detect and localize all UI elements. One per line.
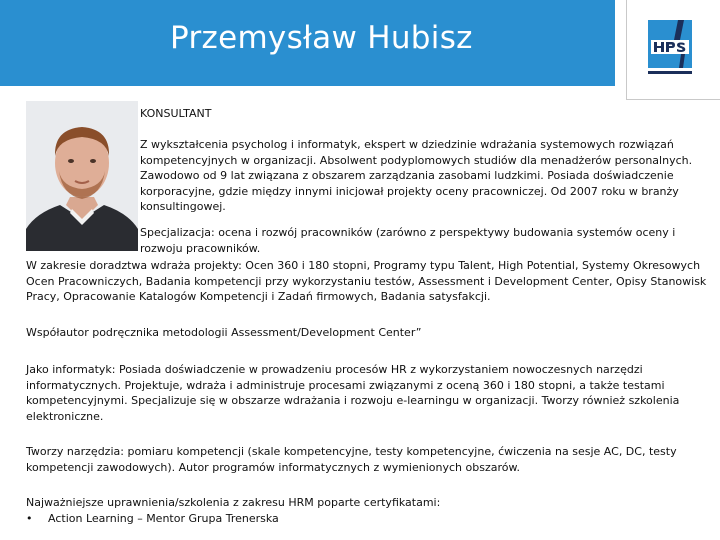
consulting-paragraph: W zakresie doradztwa wdraża projekty: Ocen 360 i 180 stopni, Programy typu Talent, High Potential, Systemy Okresowych Ocen Pracowniczych, Badania kompetencji przy wykorzystaniu testów, Assessment i Development Center, Opisy Stanowisk Pracy, Opracowanie Katalogów Kompetencji i Zadań firmowych, Badania satysfakcji. (26, 259, 707, 303)
page-title: Przemysław Hubisz (170, 20, 473, 56)
hps-logo-icon (648, 20, 692, 76)
certificates-heading: Najważniejsze uprawnienia/szkolenia z zakresu HRM poparte certyfikatami: (26, 496, 441, 509)
certificate-list-item (26, 511, 716, 527)
coauthor-paragraph: Współautor podręcznika metodologii Assessment/Development Center” (26, 326, 422, 339)
logo-divider-horizontal (627, 99, 720, 100)
it-paragraph: Jako informatyk: Posiada doświadczenie w prowadzeniu procesów HR z wykorzystaniem nowoczesnych narzędzi informatycznych. Projektuje, wdraża i administruje procesami związanymi z oceną 360 i 180 stopni, a także testami kompetencyjnymi. Specjalizuje się w obszarze wdrażania i rozwoju e-learningu w organizacji. Tworzy również szkolenia elektroniczne. (26, 363, 680, 423)
certificate-text: Action Learning – Mentor Grupa Trenerska (48, 512, 279, 525)
intro-paragraph: Z wykształcenia psycholog i informatyk, ekspert w dziedzinie wdrażania systemowych rozwiązań kompetencyjnych w organizacji. Absolwent podyplomowych studiów dla menadżerów personalnych. Zawodowo od 9 lat związana z obszarem zarządzania zasobami ludzkimi. Posiada doświadczenie korporacyjne, gdzie między innymi inicjował projekty oceny pracowniczej. Od 2007 roku w branży konsultingowej. (140, 138, 693, 213)
logo-divider-vertical (626, 0, 627, 100)
consultant-photo (26, 101, 138, 251)
bullet-icon: • (26, 512, 33, 525)
title-bar (0, 0, 615, 86)
role-label: KONSULTANT (140, 107, 212, 120)
specialization-paragraph: Specjalizacja: ocena i rozwój pracowników (zarówno z perspektywy budowania systemów oceny i rozwoju pracowników. (140, 226, 676, 255)
tools-paragraph: Tworzy narzędzia: pomiaru kompetencji (skale kompetencyjne, testy kompetencyjne, ćwiczenia na sesje AC, DC, testy kompetencji zawodowych). Autor programów informatycznych z wymienionych obszarów. (26, 445, 677, 474)
